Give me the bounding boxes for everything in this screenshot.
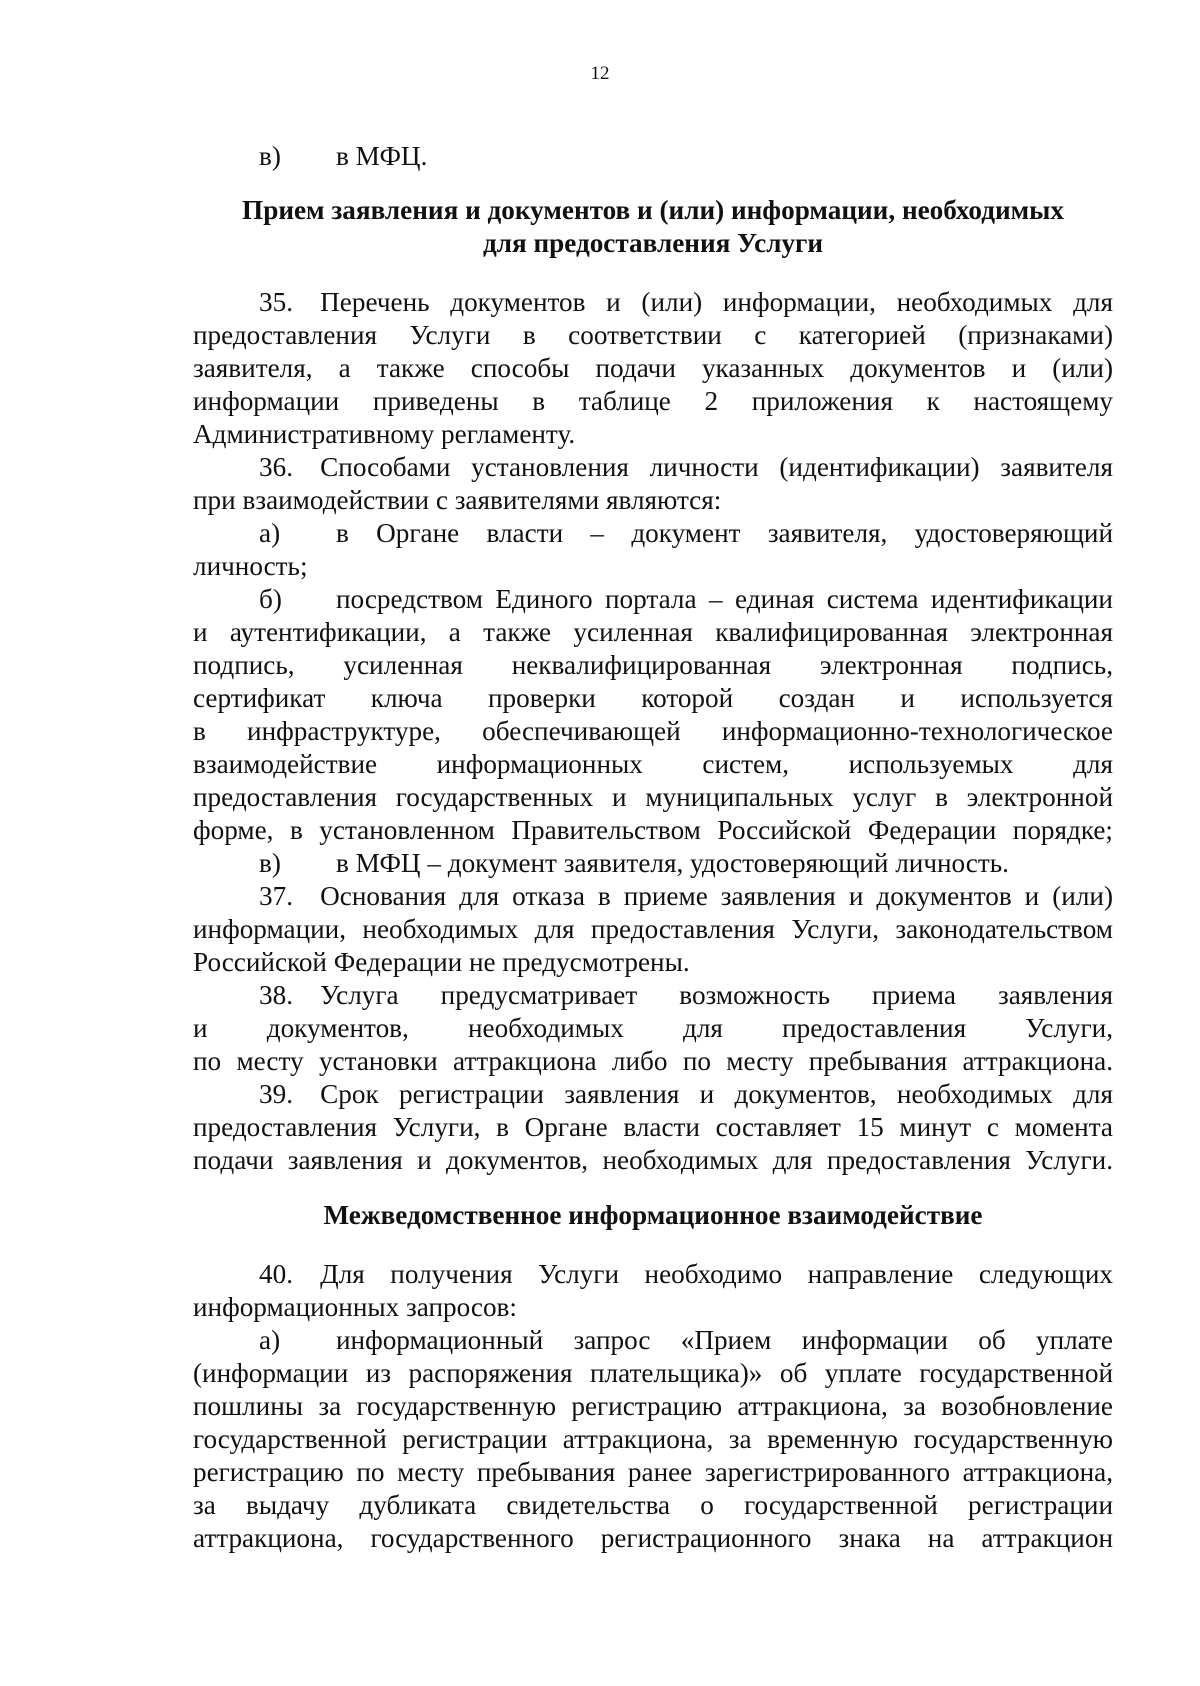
section-heading-reception bbox=[193, 194, 1113, 260]
item-label: а) bbox=[259, 518, 281, 548]
list-item-line: предоставления государственных и муниципальных услуг в электронной bbox=[193, 782, 1113, 812]
paragraph-line: подачи заявления и документов, необходимых для предоставления Услуги. bbox=[193, 1145, 1113, 1175]
paragraph-37 bbox=[193, 880, 1113, 979]
list-item-line: государственной регистрации аттракциона, за временную государственную bbox=[193, 1424, 1113, 1454]
paragraph-line: предоставления Услуги, в Органе власти составляет 15 минут с момента bbox=[193, 1112, 1113, 1142]
list-item-line: и аутентификации, а также усиленная квалифицированная электронная bbox=[193, 617, 1113, 647]
paragraph-line: по месту установки аттракциона либо по месту пребывания аттракциона. bbox=[193, 1046, 1113, 1076]
paragraph-line: 35. Перечень документов и (или) информации, необходимых для bbox=[259, 287, 1113, 317]
paragraph-38 bbox=[193, 979, 1113, 1078]
heading-line: для предоставления Услуги bbox=[482, 228, 824, 258]
item-text: в Органе власти – документ заявителя, удостоверяющий bbox=[336, 518, 1113, 548]
list-item-line: форме, в установленном Правительством Российской Федерации порядке; bbox=[193, 815, 1113, 845]
list-item-v-top bbox=[193, 140, 1113, 173]
list-item-line: подпись, усиленная неквалифицированная электронная подпись, bbox=[193, 650, 1113, 680]
item-text: посредством Единого портала – единая система идентификации bbox=[336, 584, 1113, 614]
paragraph-line: 36. Способами установления личности (идентификации) заявителя bbox=[259, 452, 1113, 482]
paragraph-line: и документов, необходимых для предоставления Услуги, bbox=[193, 1013, 1113, 1043]
list-item-line: за выдачу дубликата свидетельства о государственной регистрации bbox=[193, 1490, 1113, 1520]
section-heading-interagency: Межведомственное информационное взаимодействие bbox=[323, 1200, 983, 1230]
list-item-line: личность; bbox=[193, 551, 308, 581]
list-item-line: аттракциона, государственного регистрационного знака на аттракцион bbox=[193, 1523, 1113, 1553]
list-item-line: пошлины за государственную регистрацию аттракциона, за возобновление bbox=[193, 1391, 1113, 1421]
paragraph-line: информации, необходимых для предоставления Услуги, законодательством bbox=[193, 914, 1113, 944]
paragraph-line: информационных запросов: bbox=[193, 1292, 517, 1322]
list-item-line: взаимодействие информационных систем, используемых для bbox=[193, 749, 1113, 779]
list-item-line: (информации из распоряжения плательщика)» об уплате государственной bbox=[193, 1358, 1113, 1388]
page-number: 12 bbox=[590, 63, 610, 84]
item-label: а) bbox=[259, 1325, 281, 1355]
paragraph-line: при взаимодействии с заявителями являются: bbox=[193, 485, 722, 515]
item-text: в МФЦ – документ заявителя, удостоверяющий личность. bbox=[336, 848, 1009, 878]
paragraph-line: Административному регламенту. bbox=[193, 419, 576, 449]
paragraph-line: предоставления Услуги в соответствии с категорией (признаками) bbox=[193, 320, 1113, 350]
list-item-36b bbox=[193, 583, 1113, 847]
list-item-line bbox=[193, 1324, 1113, 1357]
paragraph-line: 39. Срок регистрации заявления и документов, необходимых для bbox=[259, 1079, 1113, 1109]
paragraph-line: 38. Услуга предусматривает возможность приема заявления bbox=[259, 980, 1113, 1010]
paragraph-line: 40. Для получения Услуги необходимо направление следующих bbox=[259, 1259, 1113, 1289]
item-text: информационный запрос «Прием информации об уплате bbox=[336, 1325, 1113, 1355]
list-item-40a bbox=[193, 1324, 1113, 1555]
document-body bbox=[193, 140, 1113, 1555]
paragraph-line: информации приведены в таблице 2 приложения к настоящему bbox=[193, 386, 1113, 416]
paragraph-40 bbox=[193, 1258, 1113, 1324]
list-item-line bbox=[193, 517, 1113, 550]
list-item-36a bbox=[193, 517, 1113, 583]
paragraph-line: 37. Основания для отказа в приеме заявления и документов и (или) bbox=[259, 881, 1113, 911]
item-label: б) bbox=[259, 584, 282, 614]
list-item-36v bbox=[193, 847, 1113, 880]
paragraph-36 bbox=[193, 451, 1113, 517]
paragraph-line: Российской Федерации не предусмотрены. bbox=[193, 947, 690, 977]
list-item-line bbox=[193, 583, 1113, 616]
item-label: в) bbox=[259, 848, 281, 878]
list-item-line: в инфраструктуре, обеспечивающей информационно-технологическое bbox=[193, 716, 1113, 746]
paragraph-line: заявителя, а также способы подачи указанных документов и (или) bbox=[193, 353, 1113, 383]
paragraph-35 bbox=[193, 286, 1113, 451]
list-item-line: сертификат ключа проверки которой создан и используется bbox=[193, 683, 1113, 713]
paragraph-39 bbox=[193, 1078, 1113, 1177]
list-item-line: регистрацию по месту пребывания ранее зарегистрированного аттракциона, bbox=[193, 1457, 1113, 1487]
item-label: в) bbox=[259, 141, 281, 171]
item-text: в МФЦ. bbox=[336, 141, 428, 171]
heading-line: Прием заявления и документов и (или) информации, необходимых bbox=[242, 195, 1064, 225]
